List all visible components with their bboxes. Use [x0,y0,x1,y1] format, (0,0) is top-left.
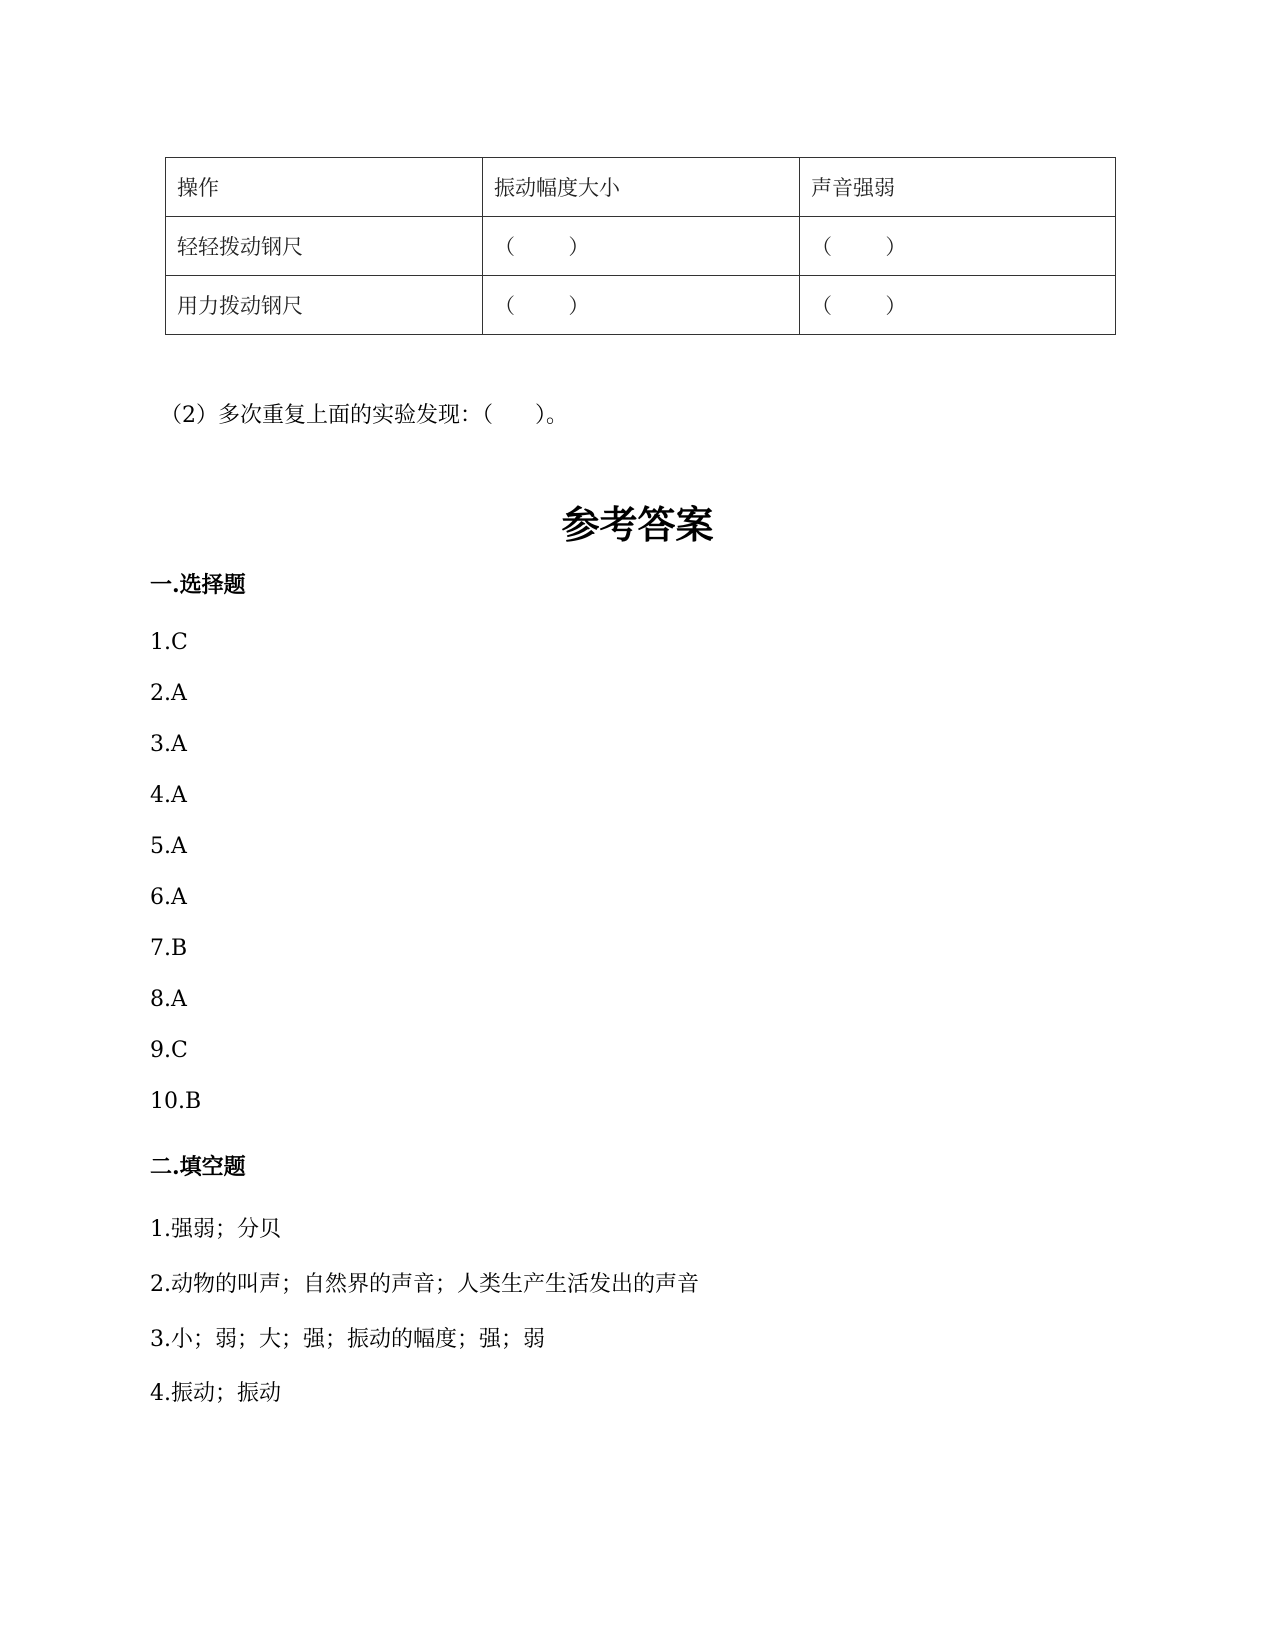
answer-item: 2.动物的叫声；自然界的声音；人类生产生活发出的声音 [150,1272,699,1297]
answer-item: 4.振动；振动 [150,1381,281,1406]
answer-title: 参考答案 [561,502,714,547]
cell-amplitude-blank: （ ） [483,217,800,276]
cell-sound-blank: （ ） [800,276,1116,335]
header-sound-strength: 声音强弱 [800,158,1116,217]
answer-item: 8.A [150,987,187,1012]
cell-sound-blank: （ ） [800,217,1116,276]
cell-operation: 用力拨动钢尺 [166,276,483,335]
answer-item: 7.B [150,936,188,961]
answer-item: 2.A [150,681,187,706]
question-2: （2）多次重复上面的实验发现：（ ）。 [160,403,568,428]
table-row [166,217,1116,276]
answer-item: 10.B [150,1089,202,1114]
answer-item: 9.C [150,1038,188,1063]
answer-item: 3.小；弱；大；强；振动的幅度；强；弱 [150,1327,545,1352]
answer-item: 5.A [150,834,187,859]
experiment-table [165,157,1116,335]
cell-operation: 轻轻拨动钢尺 [166,217,483,276]
section-2-heading: 二.填空题 [150,1154,246,1180]
answer-item: 1.强弱；分贝 [150,1217,281,1242]
cell-amplitude-blank: （ ） [483,276,800,335]
header-operation: 操作 [166,158,483,217]
answer-item: 4.A [150,783,187,808]
table-header-row [166,158,1116,217]
table-row [166,276,1116,335]
section-1-heading: 一.选择题 [150,572,246,598]
answer-item: 3.A [150,732,187,757]
answer-item: 1.C [150,630,188,655]
answer-item: 6.A [150,885,187,910]
header-amplitude: 振动幅度大小 [483,158,800,217]
